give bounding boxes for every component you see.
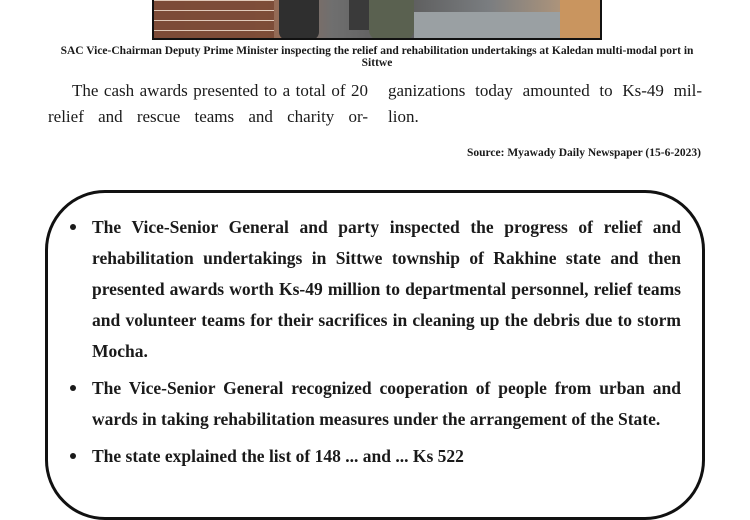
photo-person [279, 0, 319, 40]
highlight-item: The state explained the list of 148 ... and ... Ks 522 [70, 441, 681, 472]
photo-person [369, 0, 414, 40]
highlight-item: The Vice-Senior General recognized cooperation of people from urban and wards in taking rehabilitation measures under the arrangement of the State. [70, 373, 681, 435]
news-photo [152, 0, 602, 40]
photo-caption: SAC Vice-Chairman Deputy Prime Minister inspecting the relief and rehabilitation undertakings at Kaledan multi-modal port in Sittwe [60, 45, 694, 69]
article-column-right [388, 78, 702, 130]
article-right-line: lion. [388, 107, 419, 126]
article-column-left: The cash awards presented to a total of 20 relief and rescue teams and charity or- [48, 81, 368, 126]
article-right-line: ganizations today amounted to Ks-49 mil- [388, 81, 702, 100]
highlights-list [70, 212, 681, 478]
highlight-item: The Vice-Senior General and party inspected the progress of relief and rehabilitation undertakings in Sittwe township of Rakhine state and then presented awards worth Ks-49 million to departmental personnel, relief teams and volunteer teams for their sacrifices in cleaning up the debris due to storm Mocha. [70, 212, 681, 367]
source-credit: Source: Myawady Daily Newspaper (15-6-2023) [466, 147, 701, 159]
photo-bricks-right [560, 0, 600, 40]
photo-bricks [154, 0, 274, 40]
